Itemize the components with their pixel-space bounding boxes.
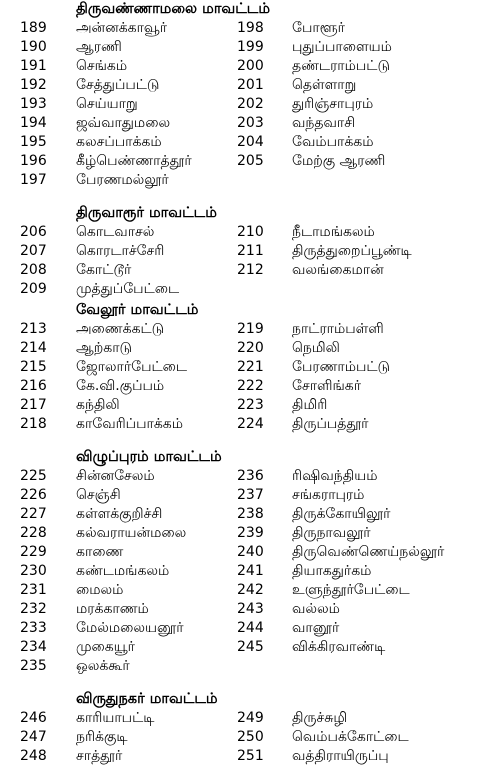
item-number: 208 [20, 262, 47, 278]
item-number: 225 [20, 468, 47, 484]
block-name: மேல்மலையனூர் [76, 620, 184, 636]
block-name: காணை [76, 544, 124, 560]
item-number: 193 [20, 96, 47, 112]
list-row [0, 467, 504, 486]
list-row [0, 415, 504, 434]
list-row [0, 728, 504, 747]
item-number: 217 [20, 397, 47, 413]
block-name: ஆரணி [76, 39, 122, 55]
list-row [0, 709, 504, 728]
item-number: 197 [20, 172, 47, 188]
list-row [0, 19, 504, 38]
item-number: 213 [20, 321, 47, 337]
block-name: ரிஷிவந்தியம் [292, 468, 378, 484]
block-name: ஆற்காடு [76, 340, 132, 356]
list-row [0, 396, 504, 415]
block-name: முத்துப்பேட்டை [76, 281, 180, 297]
district-section [0, 448, 504, 676]
item-number: 226 [20, 487, 47, 503]
item-number: 189 [20, 20, 47, 36]
item-number: 219 [237, 321, 264, 337]
item-number: 237 [237, 487, 264, 503]
item-number: 242 [237, 582, 264, 598]
item-number: 235 [20, 658, 47, 674]
item-number: 192 [20, 77, 47, 93]
list-row [0, 95, 504, 114]
item-number: 202 [237, 96, 264, 112]
item-number: 201 [237, 77, 264, 93]
block-name: செய்யாறு [76, 96, 138, 112]
block-name: வலங்கைமான் [292, 262, 384, 278]
item-number: 229 [20, 544, 47, 560]
block-name: தண்டராம்பட்டு [292, 58, 390, 74]
item-number: 236 [237, 468, 264, 484]
block-name: முகையூர் [76, 639, 135, 655]
block-name: திருத்துறைப்பூண்டி [292, 243, 412, 259]
block-name: மேற்கு ஆரணி [292, 153, 386, 169]
item-number: 245 [237, 639, 264, 655]
block-name: திமிரி [292, 397, 328, 413]
block-name: சங்கராபுரம் [292, 487, 365, 503]
block-name: சோளிங்கர் [292, 378, 362, 394]
list-row [0, 619, 504, 638]
block-name: ஜவ்வாதுமலை [76, 115, 171, 131]
list-row [0, 76, 504, 95]
list-row [0, 638, 504, 657]
item-number: 190 [20, 39, 47, 55]
item-number: 231 [20, 582, 47, 598]
block-name: நெமிலி [292, 340, 340, 356]
item-number: 220 [237, 340, 264, 356]
district-title: விருதுநகர் மாவட்டம் [76, 691, 218, 707]
item-number: 211 [237, 243, 264, 259]
list-row [0, 280, 504, 299]
item-number: 230 [20, 563, 47, 579]
item-number: 234 [20, 639, 47, 655]
block-name: மைலம் [76, 582, 124, 598]
item-number: 241 [237, 563, 264, 579]
block-name: வெம்பக்கோட்டை [292, 729, 409, 745]
item-number: 246 [20, 710, 47, 726]
block-name: சேத்துப்பட்டு [76, 77, 160, 93]
block-name: சின்னசேலம் [76, 468, 155, 484]
item-number: 218 [20, 416, 47, 432]
block-name: செங்கம் [76, 58, 128, 74]
list-row [0, 505, 504, 524]
item-number: 239 [237, 525, 264, 541]
block-name: நரிக்குடி [76, 729, 128, 745]
item-number: 247 [20, 729, 47, 745]
block-name: திருப்பத்தூர் [292, 416, 369, 432]
block-name: திருச்சுழி [292, 710, 348, 726]
block-name: அணைக்கட்டு [76, 321, 165, 337]
block-name: திருநாவலூர் [292, 525, 371, 541]
block-name: நாட்ராம்பள்ளி [292, 321, 384, 337]
list-row [0, 114, 504, 133]
block-name: கலசப்பாக்கம் [76, 134, 162, 150]
list-row [0, 38, 504, 57]
item-number: 240 [237, 544, 264, 560]
block-name: வந்தவாசி [292, 115, 356, 131]
block-name: வானூர் [292, 620, 340, 636]
list-row [0, 581, 504, 600]
item-number: 195 [20, 134, 47, 150]
item-number: 215 [20, 359, 47, 375]
item-number: 251 [237, 748, 264, 764]
block-name: காரியாபட்டி [76, 710, 155, 726]
item-number: 249 [237, 710, 264, 726]
block-name: அன்னக்காவூர் [76, 20, 168, 36]
list-row [0, 524, 504, 543]
list-row [0, 242, 504, 261]
district-section [0, 690, 504, 766]
district-title: திருவண்ணாமலை மாவட்டம் [76, 1, 271, 17]
list-row [0, 171, 504, 190]
item-number: 210 [237, 224, 264, 240]
list-row [0, 543, 504, 562]
block-name: திருவெண்ணெய்நல்லூர் [292, 544, 445, 560]
item-number: 223 [237, 397, 264, 413]
block-name: திருக்கோயிலூர் [292, 506, 391, 522]
block-name: மரக்காணம் [76, 601, 149, 617]
item-number: 198 [237, 20, 264, 36]
item-number: 214 [20, 340, 47, 356]
item-number: 227 [20, 506, 47, 522]
item-number: 200 [237, 58, 264, 74]
block-name: வத்திராயிருப்பு [292, 748, 389, 764]
block-name: பேரணாம்பட்டு [292, 359, 391, 375]
item-number: 224 [237, 416, 264, 432]
item-number: 221 [237, 359, 264, 375]
block-name: காவேரிப்பாக்கம் [76, 416, 184, 432]
item-number: 205 [237, 153, 264, 169]
item-number: 222 [237, 378, 264, 394]
item-number: 238 [237, 506, 264, 522]
block-name: புதுப்பாளையம் [292, 39, 392, 55]
item-number: 207 [20, 243, 47, 259]
item-number: 250 [237, 729, 264, 745]
block-name: உளுந்தூர்பேட்டை [292, 582, 410, 598]
item-number: 203 [237, 115, 264, 131]
block-name: கண்டமங்கலம் [76, 563, 170, 579]
block-name: விக்கிரவாண்டி [292, 639, 386, 655]
district-title: வேலூர் மாவட்டம் [76, 302, 199, 318]
list-row [0, 747, 504, 766]
list-row [0, 223, 504, 242]
list-row [0, 133, 504, 152]
list-row [0, 486, 504, 505]
district-section [0, 0, 504, 190]
list-row [0, 562, 504, 581]
item-number: 212 [237, 262, 264, 278]
list-row [0, 600, 504, 619]
block-name: போளூர் [292, 20, 345, 36]
list-row [0, 261, 504, 280]
district-section [0, 204, 504, 299]
list-row [0, 152, 504, 171]
block-name: தியாகதுர்கம் [292, 563, 372, 579]
item-number: 232 [20, 601, 47, 617]
block-name: கொடவாசல் [76, 224, 155, 240]
list-row [0, 657, 504, 676]
item-number: 194 [20, 115, 47, 131]
list-row [0, 358, 504, 377]
item-number: 206 [20, 224, 47, 240]
item-number: 233 [20, 620, 47, 636]
item-number: 191 [20, 58, 47, 74]
item-number: 228 [20, 525, 47, 541]
block-name: தெள்ளாறு [292, 77, 357, 93]
block-name: கள்ளக்குறிச்சி [76, 506, 163, 522]
block-name: சாத்தூர் [76, 748, 123, 764]
block-name: ஒலக்கூர் [76, 658, 130, 674]
list-row [0, 320, 504, 339]
block-name: பேரணமல்லூர் [76, 172, 169, 188]
block-name: கந்திலி [76, 397, 120, 413]
district-section [0, 301, 504, 434]
block-name: கோட்டூர் [76, 262, 132, 278]
item-number: 196 [20, 153, 47, 169]
item-number: 216 [20, 378, 47, 394]
item-number: 244 [237, 620, 264, 636]
list-row [0, 57, 504, 76]
item-number: 204 [237, 134, 264, 150]
block-name: ஜோலார்பேட்டை [76, 359, 188, 375]
block-name: செஞ்சி [76, 487, 121, 503]
district-title: திருவாரூர் மாவட்டம் [76, 205, 217, 221]
item-number: 209 [20, 281, 47, 297]
item-number: 199 [237, 39, 264, 55]
block-name: துரிஞ்சாபுரம் [292, 96, 374, 112]
district-title: விழுப்புரம் மாவட்டம் [76, 449, 222, 465]
block-name: கே.வி.குப்பம் [76, 378, 165, 394]
block-name: கீழ்பெண்ணாத்தூர் [76, 153, 192, 169]
item-number: 248 [20, 748, 47, 764]
block-name: வேம்பாக்கம் [292, 134, 374, 150]
list-row [0, 377, 504, 396]
item-number: 243 [237, 601, 264, 617]
list-row [0, 339, 504, 358]
block-name: வல்லம் [292, 601, 340, 617]
block-name: கல்வராயன்மலை [76, 525, 187, 541]
block-name: நீடாமங்கலம் [292, 224, 375, 240]
block-name: கொரடாச்சேரி [76, 243, 165, 259]
